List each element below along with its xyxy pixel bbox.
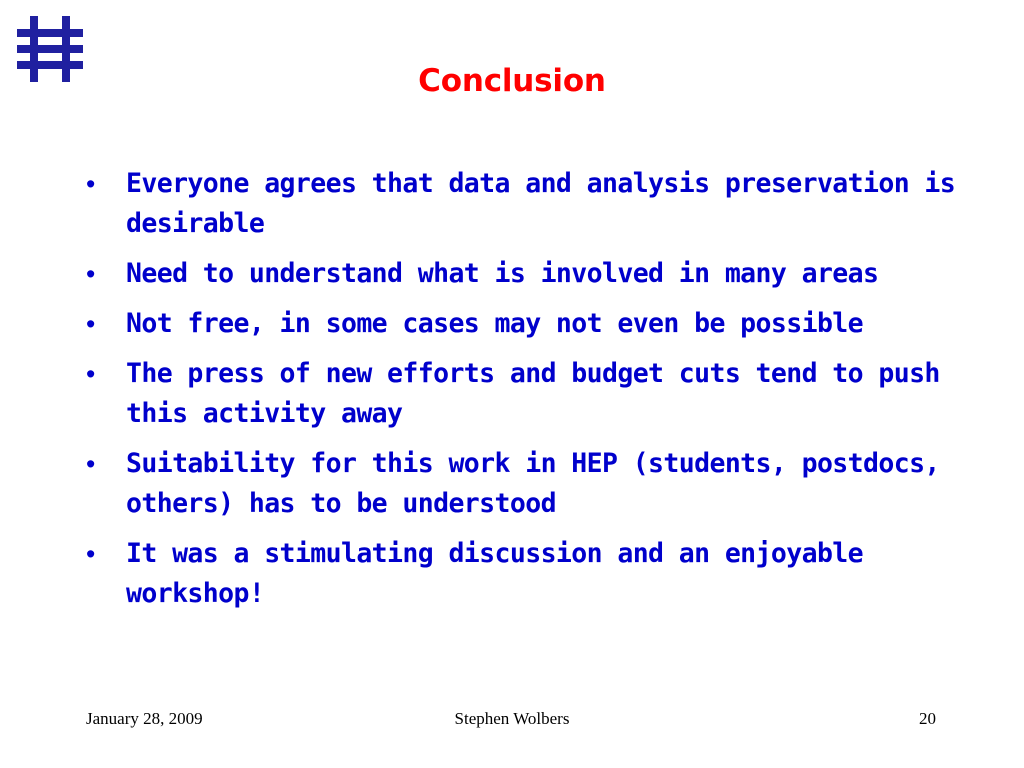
bullet-item (86, 254, 956, 294)
footer-date: January 28, 2009 (86, 709, 203, 728)
bullet-text: The press of new efforts and budget cuts tend to push this activity away (126, 358, 940, 429)
bullet-item (86, 354, 956, 434)
bullet-text: Need to understand what is involved in many areas (126, 258, 879, 289)
bullet-icon: • (86, 359, 95, 389)
page-number: 20 (919, 709, 936, 728)
bullet-icon: • (86, 169, 95, 199)
bullet-text: Suitability for this work in HEP (students, postdocs, others) has to be understood (126, 448, 940, 519)
bullet-icon: • (86, 449, 95, 479)
bullet-icon: • (86, 539, 95, 569)
footer-author: Stephen Wolbers (454, 709, 570, 728)
bullet-item (86, 164, 956, 244)
bullet-text: It was a stimulating discussion and an enjoyable workshop! (126, 538, 864, 609)
bullet-icon: • (86, 259, 95, 289)
bullet-list (86, 164, 956, 624)
bullet-text: Not free, in some cases may not even be possible (126, 308, 864, 339)
slide-title: Conclusion (418, 63, 606, 99)
bullet-icon: • (86, 309, 95, 339)
bullet-text: Everyone agrees that data and analysis preservation is desirable (126, 168, 956, 239)
bullet-item (86, 304, 956, 344)
bullet-item (86, 444, 956, 524)
bullet-item (86, 534, 956, 614)
